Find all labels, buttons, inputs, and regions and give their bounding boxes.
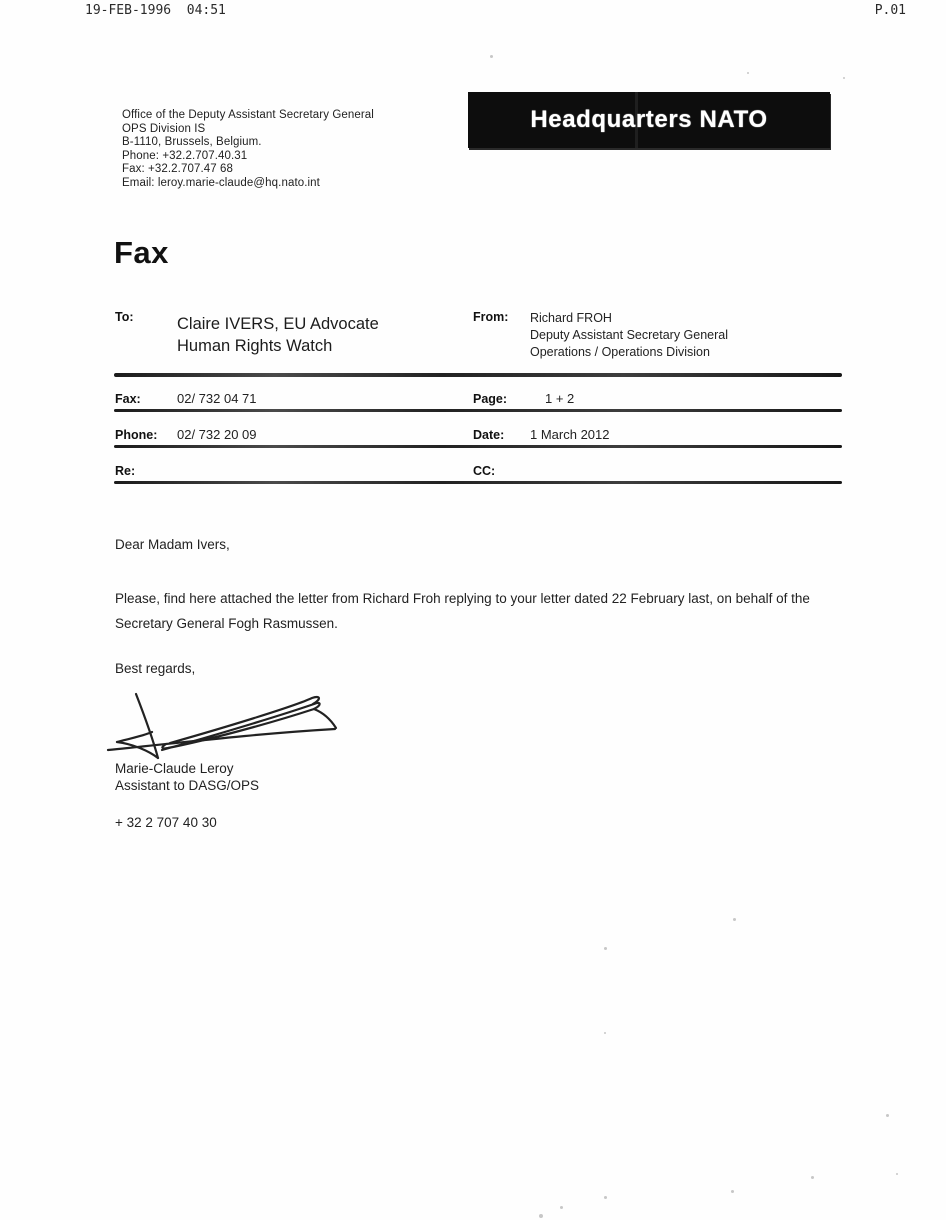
scan-speck (604, 1196, 607, 1199)
divider-rule (114, 445, 842, 448)
field-to-label: To: (115, 310, 134, 324)
to-line: Human Rights Watch (177, 337, 333, 355)
from-line: Richard FROH (530, 311, 612, 325)
closing: Best regards, (115, 661, 196, 676)
field-page-value: 1 + 2 (545, 391, 575, 406)
signer-title: Assistant to DASG/OPS (115, 778, 260, 793)
sender-address-block (122, 109, 374, 190)
signer-name: Marie-Claude Leroy (115, 761, 234, 776)
field-phone-label: Phone: (115, 428, 158, 442)
scan-speck (731, 1190, 734, 1193)
address-line: Email: leroy.marie-claude@hq.nato.int (122, 176, 320, 189)
fax-title: Fax (114, 235, 169, 270)
signer-block (115, 760, 259, 794)
field-date-value: 1 March 2012 (530, 427, 610, 442)
divider-rule (114, 409, 842, 412)
signature-strokes (100, 682, 440, 772)
address-line: OPS Division IS (122, 122, 206, 135)
signer-phone: + 32 2 707 40 30 (115, 815, 217, 830)
field-page-label: Page: (473, 392, 508, 406)
field-from-value (530, 310, 728, 361)
divider-rule (114, 481, 842, 484)
address-line: Office of the Deputy Assistant Secretary General (122, 109, 374, 121)
scan-speck (886, 1114, 889, 1117)
scan-speck (539, 1214, 543, 1218)
scan-speck (811, 1176, 814, 1179)
banner-title: Headquarters NATO (530, 106, 768, 133)
address-line: Phone: +32.2.707.40.31 (122, 149, 248, 162)
field-from-label: From: (473, 310, 509, 324)
field-cc-label: CC: (473, 464, 496, 478)
field-re-label: Re: (115, 464, 136, 478)
scan-speck (604, 947, 607, 950)
field-fax-value: 02/ 732 04 71 (177, 391, 257, 406)
scan-speck (604, 1032, 606, 1034)
salutation: Dear Madam Ivers, (115, 537, 230, 552)
body-paragraph: Please, find here attached the letter from Richard Froh replying to your letter dated 22 February last, on behalf of the Secretary General Fogh Rasmussen. (115, 591, 810, 631)
scan-speck (490, 55, 493, 58)
scan-speck (747, 72, 749, 74)
scan-speck (896, 1173, 898, 1175)
transmission-page-code: P.01 (874, 3, 906, 18)
divider-rule (114, 373, 842, 377)
from-line: Deputy Assistant Secretary General (530, 328, 729, 342)
from-line: Operations / Operations Division (530, 345, 710, 359)
field-phone-value: 02/ 732 20 09 (177, 427, 257, 442)
to-line: Claire IVERS, EU Advocate (177, 315, 379, 333)
nato-banner (468, 92, 830, 148)
scan-speck (560, 1206, 563, 1209)
signature-image (100, 682, 440, 772)
scan-speck (733, 918, 736, 921)
field-fax-label: Fax: (115, 392, 141, 406)
scan-speck (843, 77, 845, 79)
address-line: B-1110, Brussels, Belgium. (122, 136, 262, 148)
field-date-label: Date: (473, 428, 505, 442)
transmission-datetime: 19-FEB-1996 04:51 (85, 3, 226, 18)
address-line: Fax: +32.2.707.47 68 (122, 163, 234, 175)
field-to-value (177, 313, 379, 357)
